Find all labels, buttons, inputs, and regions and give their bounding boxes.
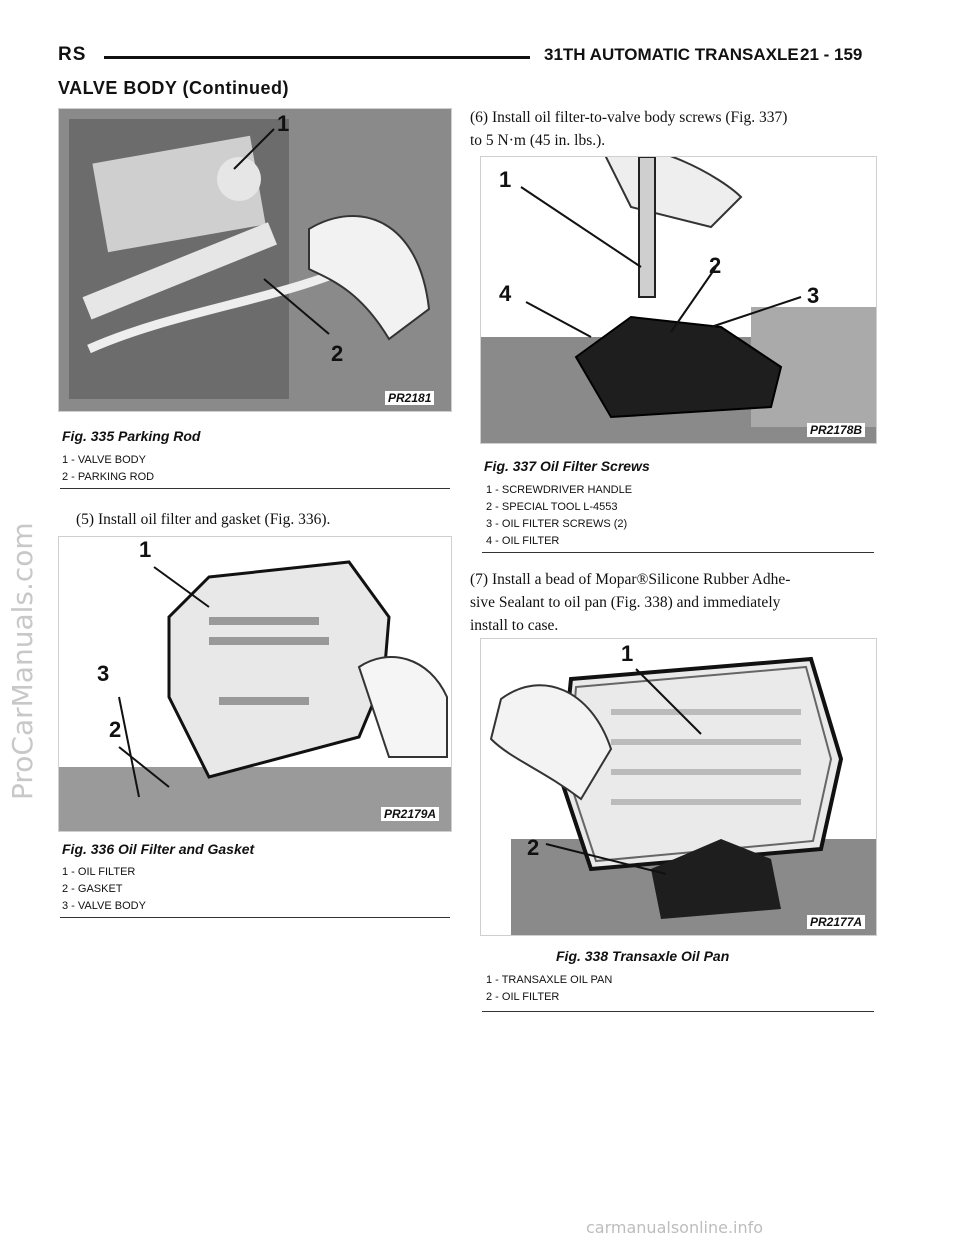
callout-2: 2: [331, 341, 344, 366]
figure-335-legend: [62, 452, 154, 486]
step-7-text: [470, 568, 890, 637]
legend-item: 4 - OIL FILTER: [486, 535, 560, 547]
figure-code: PR2181: [385, 391, 434, 405]
figure-338-caption: Fig. 338 Transaxle Oil Pan: [556, 948, 730, 964]
figure-337-rule: [482, 552, 874, 553]
page-number: 21 - 159: [800, 45, 863, 64]
step-6-line: (6) Install oil filter-to-valve body screws (Fig. 337): [470, 109, 788, 126]
bottom-watermark: carmanualsonline.info: [586, 1218, 764, 1237]
callout-1: 1: [621, 641, 634, 666]
legend-item: 2 - GASKET: [62, 883, 123, 895]
callout-3: 3: [807, 283, 820, 308]
figure-336-rule: [60, 917, 450, 918]
figure-335-parking-rod: [58, 108, 452, 412]
legend-item: 1 - TRANSAXLE OIL PAN: [486, 974, 613, 986]
figure-338-transaxle-oil-pan: [480, 638, 877, 936]
header-section-code: RS: [58, 44, 87, 65]
figure-336-oil-filter-gasket: [58, 536, 452, 832]
header-chapter-title: 31TH AUTOMATIC TRANSAXLE: [544, 45, 799, 64]
callout-3: 3: [97, 661, 110, 686]
figure-338-rule: [482, 1011, 874, 1012]
legend-item: 1 - VALVE BODY: [62, 454, 146, 466]
side-watermark: ProCarManuals.com: [6, 522, 39, 800]
figure-code: PR2179A: [381, 807, 439, 821]
figure-337-legend: [486, 482, 632, 550]
legend-item: 2 - SPECIAL TOOL L-4553: [486, 501, 618, 513]
step-6-line: to 5 N·m (45 in. lbs.).: [470, 132, 606, 149]
figure-code: PR2177A: [807, 915, 865, 929]
transaxle-oil-pan-illustration: [481, 639, 876, 935]
figure-335-rule: [60, 488, 450, 489]
figure-337-caption: Fig. 337 Oil Filter Screws: [484, 458, 650, 474]
oil-filter-gasket-illustration: [59, 537, 451, 831]
step-5-text: (5) Install oil filter and gasket (Fig. 336).: [76, 511, 331, 528]
step-7-line: (7) Install a bead of Mopar®Silicone Rubber Adhe-: [470, 571, 791, 588]
figure-336-legend: [62, 864, 146, 915]
callout-2: 2: [109, 717, 122, 742]
figure-code: PR2178B: [807, 423, 865, 437]
callout-1: 1: [277, 111, 290, 136]
figure-336-caption: Fig. 336 Oil Filter and Gasket: [62, 841, 255, 857]
legend-item: 1 - OIL FILTER: [62, 866, 136, 878]
step-7-line: install to case.: [470, 617, 559, 634]
figure-338-legend: [486, 972, 612, 1006]
step-7-line: sive Sealant to oil pan (Fig. 338) and immediately: [470, 594, 781, 611]
legend-item: 3 - OIL FILTER SCREWS (2): [486, 518, 628, 530]
section-title: VALVE BODY (Continued): [58, 78, 289, 98]
callout-4: 4: [499, 281, 512, 306]
parking-rod-illustration: [59, 109, 451, 411]
legend-item: 2 - PARKING ROD: [62, 471, 155, 483]
callout-2: 2: [709, 253, 722, 278]
legend-item: 3 - VALVE BODY: [62, 900, 146, 912]
callout-2: 2: [527, 835, 540, 860]
callout-1: 1: [499, 167, 512, 192]
figure-335-caption: Fig. 335 Parking Rod: [62, 428, 201, 444]
figure-337-oil-filter-screws: [480, 156, 877, 444]
step-6-text: [470, 106, 890, 152]
callout-1: 1: [139, 537, 152, 562]
legend-item: 1 - SCREWDRIVER HANDLE: [486, 484, 633, 496]
header-rule: [104, 56, 530, 59]
legend-item: 2 - OIL FILTER: [486, 991, 560, 1003]
